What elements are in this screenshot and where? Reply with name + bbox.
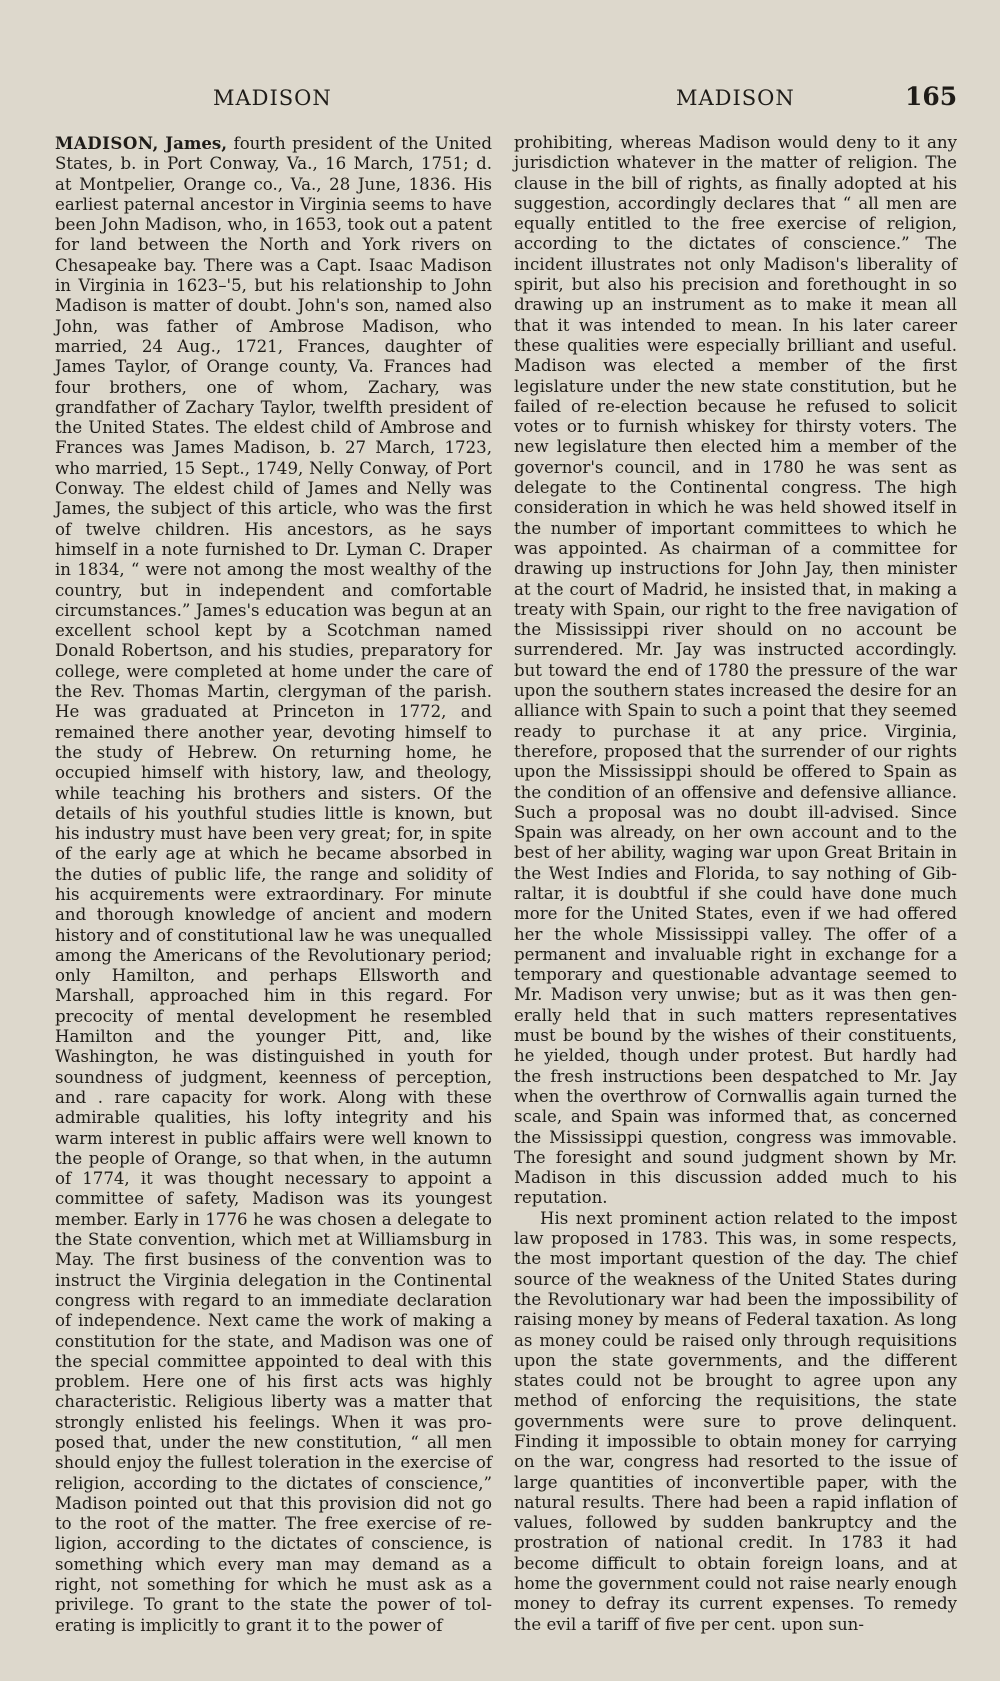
entry-given-name: James, [165,133,228,153]
header-right-title: MADISON [676,86,795,110]
entry-headword: MADISON, [55,133,159,153]
header-left-title: MADISON [213,86,332,110]
running-header [0,80,1000,116]
page-number: 165 [905,82,958,111]
article-paragraph: His next prominent action related to the impost law proposed in 1783. This was, in some respects, the most important question of the day. The chief source of the weakness of the United States during the Revolutionary war had been the impossibility of raising money by means of Federal taxation. As long as money could be raised only through requisitions upon the state governments, and the different states could not be brought to agree upon any method of enforcing the requisitions, the state governments were sure to prove delinquent. Finding it impossible to obtain money for carrying on the war, congress had resorted to the issue of large quantities of inconvertible paper, with the natural results. There had been a rapid inflation of values, followed by sudden bankruptcy and the prostration of national credit. In 1783 it had become difficult to obtain foreign loans, and at home the government could not raise nearly enough money to defray its current expenses. To remedy the evil a tariff of five per cent. upon sun- [514,1208,957,1634]
article-paragraph [55,133,492,1636]
article-paragraph: prohibiting, whereas Madison would deny to it any jurisdiction whatever in the matter of religion. The clause in the bill of rights, as finally adopted at his suggestion, accordingly declares that “ all men are equally entitled to the free exercise of religion, according to the dictates of conscience.” The incident illustrates not only Madison's liberality of spirit, but also his precision and forethought in so drawing up an instrument as to make it mean all that it was intended to mean. In his later career these qualities were especially brilliant and useful. Madison was elected a member of the first legislature under the new state constitution, but he failed of re-election because he refused to solicit votes or to furnish whiskey for thirsty voters. The new legislature then elected him a member of the governor's council, and in 1780 he was sent as delegate to the Continental congress. The high consideration in which he was held showed itself in the number of important committees to which he was appointed. As chairman of a committee for drawing up instructions for John Jay, then minister at the court of Madrid, he insisted that, in making a treaty with Spain, our right to the free navigation of the Mississippi river should on no account be surrendered. Mr. Jay was instructed accordingly. but toward the end of 1780 the pressure of the war upon the southern states increased the desire for an alliance with Spain to such a point that they seemed ready to purchase it at any price. Virginia, therefore, proposed that the surrender of our rights upon the Mississippi should be offered to Spain as the condition of an offensive and defensive alliance. Such a proposal was no doubt ill-advised. Since Spain was already, on her own account and to the best of her ability, waging war upon Great Britain in the West Indies and Florida, to say nothing of Gibraltar, it is doubtful if she could have done much more for the United States, even if we had offered her the whole Mississippi valley. The offer of a permanent and invaluable right in exchange for a temporary and questionable advantage seemed to Mr. Madison very unwise; but as it was then generally held that in such matters representatives must be bound by the wishes of their constituents, he yielded, though under protest. But hardly had the fresh instructions been despatched to Mr. Jay when the overthrow of Cornwallis again turned the scale, and Spain was informed that, as concerned the Mississippi question, congress was immovable. The foresight and sound judgment shown by Mr. Madison in this discussion added much to his reputation. [514,133,957,1208]
left-column [55,133,492,1636]
entry-text-left: fourth president of the United States, b. in Port Conway, Va., 16 March, 1751; d. at Montpelier, Orange co., Va., 28 June, 1836. His earliest paternal ancestor in Virginia seems to have been John Madison, who, in 1653, took out a patent for land between the North and York rivers on Chesapeake bay. There was a Capt. Isaac Madison in Virginia in 1623–'5, but his relationship to John Madison is matter of doubt. John's son, named also John, was father of Ambrose Madison, who married, 24 Aug., 1721, Frances, daughter of James Taylor, of Orange county, Va. Frances had four brothers, one of whom, Zachary, was grandfather of Zachary Taylor, twelfth president of the United States. The eldest child of Ambrose and Frances was James Madison, b. 27 March, 1723, who married, 15 Sept., 1749, Nelly Conway, of Port Conway. The eldest child of James and Nelly was James, the subject of this article, who was the first of twelve children. His ancestors, as he says himself in a note furnished to Dr. Lyman C. Draper in 1834, “ were not among the most wealthy of the country, but in independent and comfortable circumstances.” James's education was begun at an excellent school kept by a Scotchman named Donald Robertson, and his studies, preparatory for college, were completed at home under the care of the Rev. Thomas Martin, clergyman of the parish. He was graduated at Princeton in 1772, and remained there another year, devoting himself to the study of Hebrew. On returning home, he occupied himself with history, law, and theology, while teaching his brothers and sisters. Of the details of his youthful studies little is known, but his industry must have been very great; for, in spite of the early age at which he became absorbed in the duties of public life, the range and solidity of his acquirements were extraordinary. For minute and thorough knowledge of ancient and modern history and of constitutional law he was unequalled among the Americans of the Revolutionary period; only Hamilton, and perhaps Ellsworth and Marshall, approached him in this regard. For precocity of mental development he resembled Hamilton and the younger Pitt, and, like Washington, he was distinguished in youth for soundness of judgment, keenness of perception, and . rare capacity for work. Along with these admirable qualities, his lofty integrity and his warm interest in public affairs were well known to the people of Orange, so that when, in the autumn of 1774, it was thought necessary to appoint a committee of safety, Madison was its youngest member. Early in 1776 he was chosen a delegate to the State convention, which met at Williamsburg in May. The first business of the convention was to instruct the Virginia delegation in the Continental congress with regard to an immediate declaration of independence. Next came the work of making a constitution for the state, and Madison was one of the special committee appointed to deal with this problem. Here one of his first acts was highly characteristic. Religious liberty was a matter that strongly enlisted his feelings. When it was proposed that, under the new constitution, “ all men should enjoy the fullest toleration in the exercise of religion, according to the dictates of conscience,” Madison pointed out that this provision did not go to the root of the matter. The free exercise of religion, according to the dictates of conscience, is something which every man may demand as a right, not something for which he must ask as a privilege. To grant to the state the power of tolerating is implicitly to grant it to the power of [55,134,493,1635]
right-column [514,133,957,1635]
